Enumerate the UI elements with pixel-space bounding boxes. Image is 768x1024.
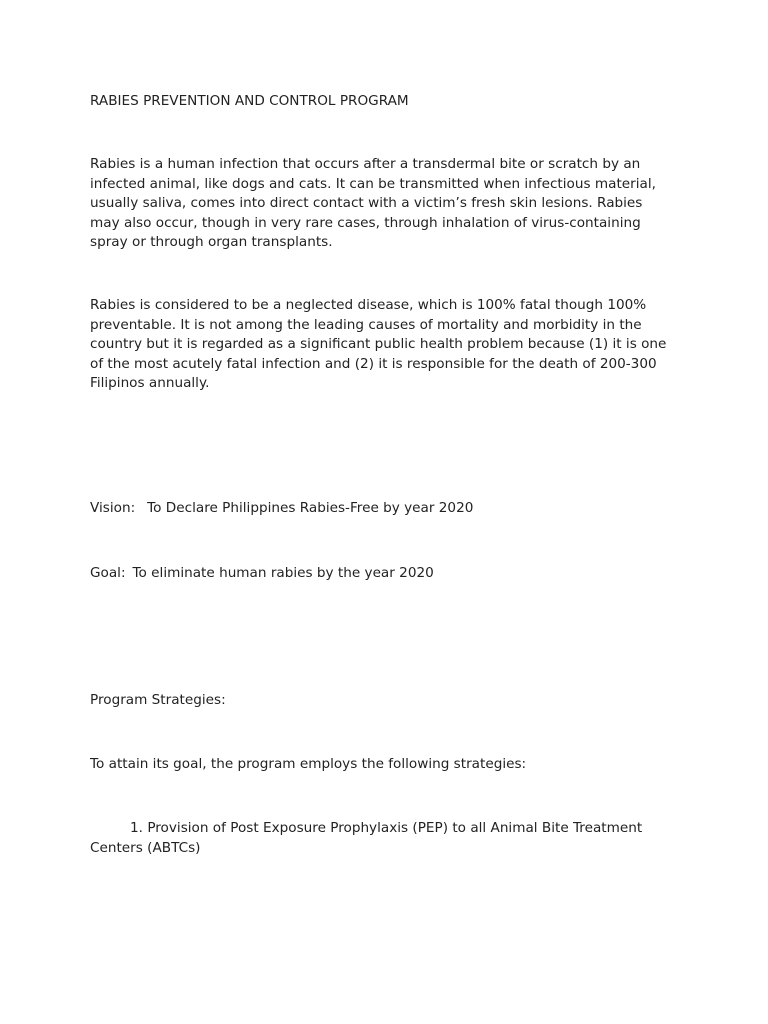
paragraph-rabies-neglected-disease: Rabies is considered to be a neglected disease, which is 100% fatal though 100% preventable. It is not among the leading causes of mortality and morbidity in the country but it is regarded as a significant public health problem because (1) it is one of the most acutely fatal infection and (2) it is responsible for the death of 200-300 Filipinos annually. bbox=[90, 297, 667, 391]
document-title: RABIES PREVENTION AND CONTROL PROGRAM bbox=[90, 93, 409, 109]
goal-label: Goal: bbox=[90, 565, 126, 581]
strategy-list-item bbox=[90, 819, 670, 858]
strategies-heading: Program Strategies: bbox=[90, 692, 226, 708]
vision-label: Vision: bbox=[90, 500, 136, 516]
vision-statement bbox=[90, 499, 473, 519]
vision-text: To Declare Philippines Rabies-Free by year 2020 bbox=[147, 500, 474, 516]
goal-text: To eliminate human rabies by the year 2020 bbox=[132, 565, 434, 581]
strategy-item-number: 1. bbox=[130, 820, 143, 836]
strategy-item-text: Provision of Post Exposure Prophylaxis (PEP) to all Animal Bite Treatment Centers (ABTCs) bbox=[90, 820, 643, 856]
strategies-intro: To attain its goal, the program employs the following strategies: bbox=[90, 756, 527, 772]
paragraph-rabies-definition: Rabies is a human infection that occurs after a transdermal bite or scratch by an infected animal, like dogs and cats. It can be transmitted when infectious material, usually saliva, comes into direct contact with a victim’s fresh skin lesions. Rabies may also occur, though in very rare cases, through inhalation of virus-containing spray or through organ transplants. bbox=[90, 156, 656, 250]
goal-statement bbox=[90, 564, 434, 584]
